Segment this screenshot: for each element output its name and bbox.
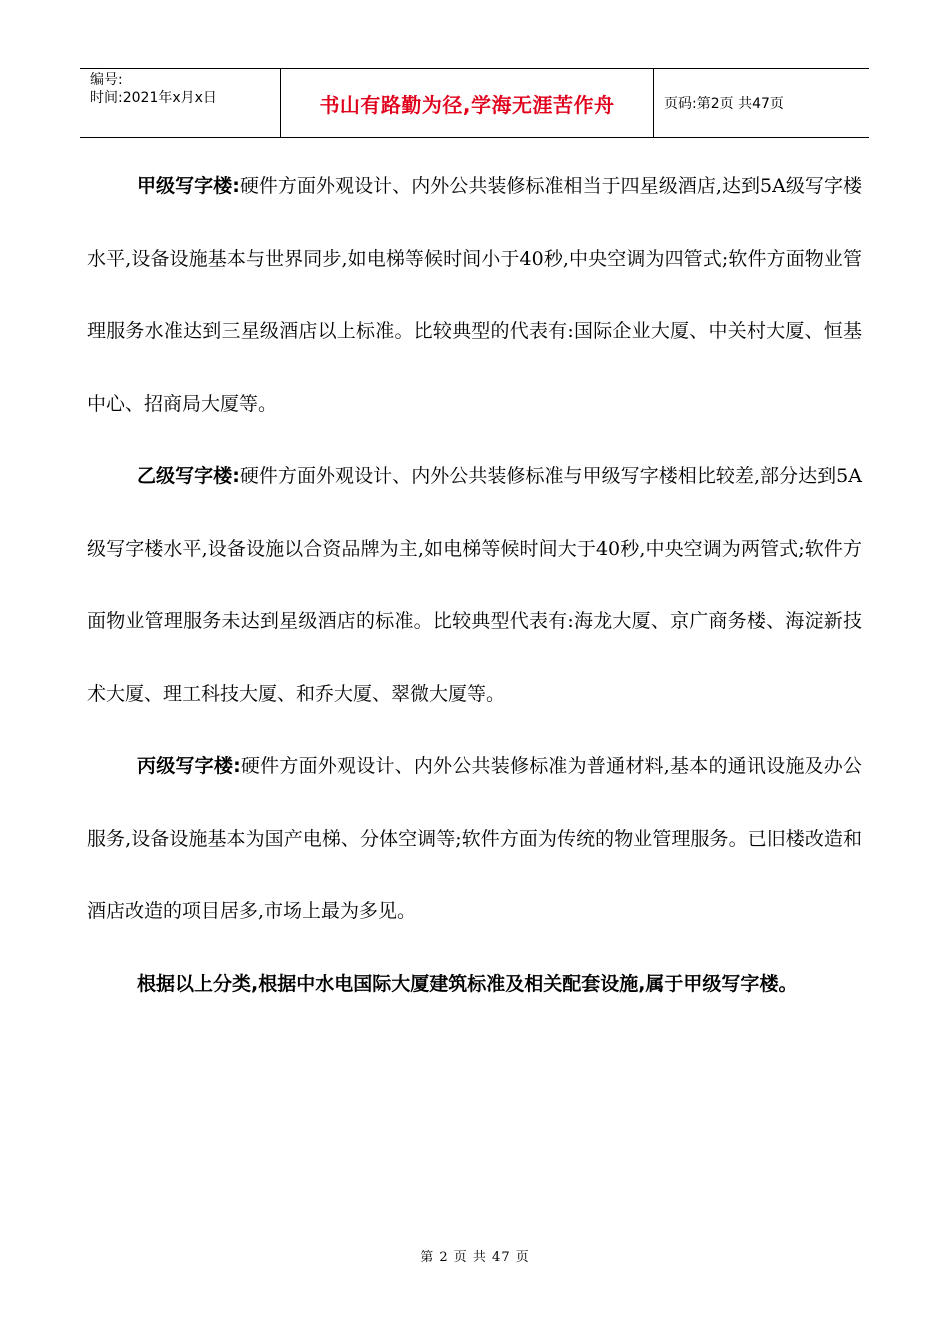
paragraph-text: 硬件方面外观设计、内外公共装修标准为普通材料,基本的通讯设施及办公服务,设备设施基本为国产电梯、分体空调等;软件方面为传统的物业管理服务。已旧楼改造和酒店改造的项目居多,市场上最为多见。	[87, 755, 862, 922]
page-footer: 第 2 页 共 47 页	[420, 1250, 530, 1265]
paragraph-grade-a	[87, 150, 862, 440]
paragraph-lead: 乙级写字楼:	[137, 465, 240, 487]
paragraph-text: 根据以上分类,根据中水电国际大厦建筑标准及相关配套设施,属于甲级写字楼。	[137, 972, 798, 995]
paragraph-grade-b	[87, 440, 862, 730]
page-header	[80, 68, 869, 138]
header-meta	[80, 69, 281, 137]
paragraph-text: 硬件方面外观设计、内外公共装修标准与甲级写字楼相比较差,部分达到5A级写字楼水平,设备设施以合资品牌为主,如电梯等候时间大于40秒,中央空调为两管式;软件方面物业管理服务未达到星级酒店的标准。比较典型代表有:海龙大厦、京广商务楼、海淀新技术大厦、理工科技大厦、和乔大厦、翠微大厦等。	[87, 465, 862, 705]
document-body	[87, 150, 862, 1020]
paragraph-lead: 丙级写字楼:	[137, 755, 241, 777]
paragraph-text: 硬件方面外观设计、内外公共装修标准相当于四星级酒店,达到5A级写字楼水平,设备设施基本与世界同步,如电梯等候时间小于40秒,中央空调为四管式;软件方面物业管理服务水准达到三星级酒店以上标准。比较典型的代表有:国际企业大厦、中关村大厦、恒基中心、招商局大厦等。	[87, 175, 862, 415]
paragraph-conclusion	[87, 948, 862, 1021]
header-motto: 书山有路勤为径,学海无涯苦作舟	[281, 69, 654, 137]
date-label: 时间:2021年x月x日	[90, 90, 217, 106]
header-page-info: 页码:第2页 共47页	[664, 96, 784, 112]
doc-number-label: 编号:	[90, 72, 123, 88]
paragraph-lead: 甲级写字楼:	[137, 175, 240, 197]
paragraph-grade-c	[87, 730, 862, 948]
